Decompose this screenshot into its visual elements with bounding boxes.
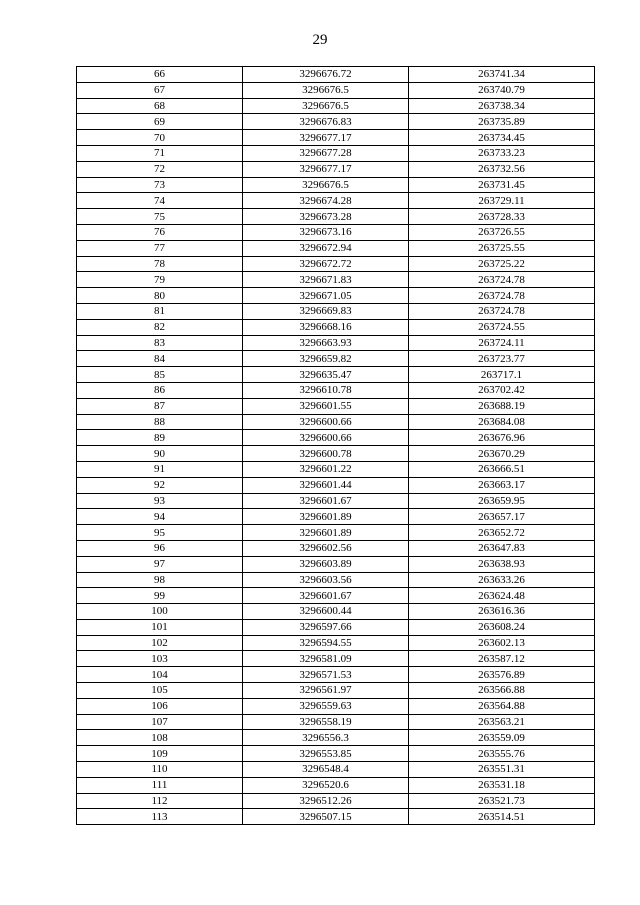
point-number-cell: 88: [77, 414, 243, 430]
table-row: [77, 82, 595, 98]
point-number-cell: 77: [77, 240, 243, 256]
table-row: [77, 493, 595, 509]
x-coordinate-cell: 3296600.44: [243, 604, 409, 620]
y-coordinate-cell: 263702.42: [409, 382, 595, 398]
y-coordinate-cell: 263602.13: [409, 635, 595, 651]
y-coordinate-cell: 263666.51: [409, 461, 595, 477]
table-row: [77, 588, 595, 604]
y-coordinate-cell: 263728.33: [409, 209, 595, 225]
x-coordinate-cell: 3296603.56: [243, 572, 409, 588]
table-row: [77, 714, 595, 730]
y-coordinate-cell: 263633.26: [409, 572, 595, 588]
y-coordinate-cell: 263717.1: [409, 367, 595, 383]
point-number-cell: 84: [77, 351, 243, 367]
table-row: [77, 272, 595, 288]
x-coordinate-cell: 3296610.78: [243, 382, 409, 398]
table-row: [77, 730, 595, 746]
y-coordinate-cell: 263670.29: [409, 446, 595, 462]
x-coordinate-cell: 3296556.3: [243, 730, 409, 746]
point-number-cell: 76: [77, 224, 243, 240]
point-number-cell: 104: [77, 667, 243, 683]
y-coordinate-cell: 263741.34: [409, 67, 595, 83]
point-number-cell: 106: [77, 698, 243, 714]
y-coordinate-cell: 263734.45: [409, 130, 595, 146]
table-row: [77, 367, 595, 383]
y-coordinate-cell: 263733.23: [409, 145, 595, 161]
x-coordinate-cell: 3296597.66: [243, 619, 409, 635]
y-coordinate-cell: 263616.36: [409, 604, 595, 620]
point-number-cell: 90: [77, 446, 243, 462]
table-row: [77, 604, 595, 620]
point-number-cell: 70: [77, 130, 243, 146]
table-row: [77, 777, 595, 793]
table-row: [77, 667, 595, 683]
x-coordinate-cell: 3296600.66: [243, 430, 409, 446]
x-coordinate-cell: 3296553.85: [243, 746, 409, 762]
table-row: [77, 698, 595, 714]
point-number-cell: 112: [77, 793, 243, 809]
table-row: [77, 98, 595, 114]
y-coordinate-cell: 263659.95: [409, 493, 595, 509]
x-coordinate-cell: 3296677.17: [243, 161, 409, 177]
x-coordinate-cell: 3296673.28: [243, 209, 409, 225]
x-coordinate-cell: 3296635.47: [243, 367, 409, 383]
y-coordinate-cell: 263738.34: [409, 98, 595, 114]
table-row: [77, 651, 595, 667]
y-coordinate-cell: 263676.96: [409, 430, 595, 446]
point-number-cell: 102: [77, 635, 243, 651]
x-coordinate-cell: 3296676.5: [243, 177, 409, 193]
point-number-cell: 97: [77, 556, 243, 572]
point-number-cell: 71: [77, 145, 243, 161]
x-coordinate-cell: 3296601.67: [243, 588, 409, 604]
table-row: [77, 809, 595, 825]
point-number-cell: 72: [77, 161, 243, 177]
point-number-cell: 68: [77, 98, 243, 114]
x-coordinate-cell: 3296663.93: [243, 335, 409, 351]
x-coordinate-cell: 3296558.19: [243, 714, 409, 730]
table-row: [77, 572, 595, 588]
y-coordinate-cell: 263566.88: [409, 683, 595, 699]
y-coordinate-cell: 263684.08: [409, 414, 595, 430]
table-row: [77, 240, 595, 256]
x-coordinate-cell: 3296668.16: [243, 319, 409, 335]
table-row: [77, 509, 595, 525]
x-coordinate-cell: 3296507.15: [243, 809, 409, 825]
table-row: [77, 762, 595, 778]
table-row: [77, 619, 595, 635]
x-coordinate-cell: 3296581.09: [243, 651, 409, 667]
x-coordinate-cell: 3296659.82: [243, 351, 409, 367]
point-number-cell: 80: [77, 288, 243, 304]
point-number-cell: 79: [77, 272, 243, 288]
table-row: [77, 209, 595, 225]
table-row: [77, 382, 595, 398]
x-coordinate-cell: 3296677.17: [243, 130, 409, 146]
y-coordinate-cell: 263559.09: [409, 730, 595, 746]
y-coordinate-cell: 263724.11: [409, 335, 595, 351]
x-coordinate-cell: 3296669.83: [243, 303, 409, 319]
y-coordinate-cell: 263724.78: [409, 303, 595, 319]
point-number-cell: 96: [77, 540, 243, 556]
point-number-cell: 89: [77, 430, 243, 446]
x-coordinate-cell: 3296603.89: [243, 556, 409, 572]
table-row: [77, 477, 595, 493]
y-coordinate-cell: 263551.31: [409, 762, 595, 778]
table-row: [77, 319, 595, 335]
page-number: 29: [312, 32, 328, 48]
y-coordinate-cell: 263663.17: [409, 477, 595, 493]
table-row: [77, 683, 595, 699]
x-coordinate-cell: 3296594.55: [243, 635, 409, 651]
table-row: [77, 67, 595, 83]
table-row: [77, 193, 595, 209]
y-coordinate-cell: 263555.76: [409, 746, 595, 762]
point-number-cell: 85: [77, 367, 243, 383]
point-number-cell: 91: [77, 461, 243, 477]
x-coordinate-cell: 3296601.89: [243, 509, 409, 525]
point-number-cell: 105: [77, 683, 243, 699]
point-number-cell: 109: [77, 746, 243, 762]
table-row: [77, 161, 595, 177]
x-coordinate-cell: 3296600.66: [243, 414, 409, 430]
y-coordinate-cell: 263724.78: [409, 288, 595, 304]
y-coordinate-cell: 263724.55: [409, 319, 595, 335]
y-coordinate-cell: 263563.21: [409, 714, 595, 730]
x-coordinate-cell: 3296571.53: [243, 667, 409, 683]
x-coordinate-cell: 3296520.6: [243, 777, 409, 793]
y-coordinate-cell: 263729.11: [409, 193, 595, 209]
x-coordinate-cell: 3296601.55: [243, 398, 409, 414]
table-row: [77, 793, 595, 809]
point-number-cell: 67: [77, 82, 243, 98]
y-coordinate-cell: 263652.72: [409, 525, 595, 541]
y-coordinate-cell: 263564.88: [409, 698, 595, 714]
x-coordinate-cell: 3296671.05: [243, 288, 409, 304]
table-row: [77, 351, 595, 367]
y-coordinate-cell: 263576.89: [409, 667, 595, 683]
x-coordinate-cell: 3296676.72: [243, 67, 409, 83]
table-row: [77, 635, 595, 651]
x-coordinate-cell: 3296672.72: [243, 256, 409, 272]
point-number-cell: 86: [77, 382, 243, 398]
point-number-cell: 99: [77, 588, 243, 604]
y-coordinate-cell: 263735.89: [409, 114, 595, 130]
x-coordinate-cell: 3296677.28: [243, 145, 409, 161]
point-number-cell: 78: [77, 256, 243, 272]
table-row: [77, 335, 595, 351]
table-row: [77, 430, 595, 446]
x-coordinate-cell: 3296676.5: [243, 82, 409, 98]
point-number-cell: 82: [77, 319, 243, 335]
y-coordinate-cell: 263587.12: [409, 651, 595, 667]
y-coordinate-cell: 263657.17: [409, 509, 595, 525]
point-number-cell: 103: [77, 651, 243, 667]
point-number-cell: 93: [77, 493, 243, 509]
table-row: [77, 398, 595, 414]
point-number-cell: 83: [77, 335, 243, 351]
table-row: [77, 303, 595, 319]
table-row: [77, 288, 595, 304]
table-row: [77, 130, 595, 146]
y-coordinate-cell: 263514.51: [409, 809, 595, 825]
x-coordinate-cell: 3296601.89: [243, 525, 409, 541]
point-number-cell: 108: [77, 730, 243, 746]
table-row: [77, 446, 595, 462]
x-coordinate-cell: 3296671.83: [243, 272, 409, 288]
table-row: [77, 145, 595, 161]
y-coordinate-cell: 263688.19: [409, 398, 595, 414]
x-coordinate-cell: 3296674.28: [243, 193, 409, 209]
x-coordinate-cell: 3296601.67: [243, 493, 409, 509]
coordinates-table: [76, 66, 595, 825]
table-row: [77, 525, 595, 541]
x-coordinate-cell: 3296601.22: [243, 461, 409, 477]
point-number-cell: 75: [77, 209, 243, 225]
point-number-cell: 98: [77, 572, 243, 588]
point-number-cell: 81: [77, 303, 243, 319]
x-coordinate-cell: 3296676.5: [243, 98, 409, 114]
table-row: [77, 540, 595, 556]
x-coordinate-cell: 3296676.83: [243, 114, 409, 130]
y-coordinate-cell: 263608.24: [409, 619, 595, 635]
point-number-cell: 73: [77, 177, 243, 193]
y-coordinate-cell: 263531.18: [409, 777, 595, 793]
y-coordinate-cell: 263726.55: [409, 224, 595, 240]
table-row: [77, 414, 595, 430]
table-row: [77, 114, 595, 130]
y-coordinate-cell: 263740.79: [409, 82, 595, 98]
y-coordinate-cell: 263521.73: [409, 793, 595, 809]
table-row: [77, 556, 595, 572]
y-coordinate-cell: 263731.45: [409, 177, 595, 193]
point-number-cell: 66: [77, 67, 243, 83]
y-coordinate-cell: 263638.93: [409, 556, 595, 572]
table-row: [77, 177, 595, 193]
table-row: [77, 746, 595, 762]
coordinates-table-body: [77, 67, 595, 825]
table-row: [77, 461, 595, 477]
x-coordinate-cell: 3296672.94: [243, 240, 409, 256]
x-coordinate-cell: 3296559.63: [243, 698, 409, 714]
y-coordinate-cell: 263732.56: [409, 161, 595, 177]
y-coordinate-cell: 263725.55: [409, 240, 595, 256]
point-number-cell: 74: [77, 193, 243, 209]
point-number-cell: 92: [77, 477, 243, 493]
point-number-cell: 110: [77, 762, 243, 778]
table-row: [77, 224, 595, 240]
point-number-cell: 94: [77, 509, 243, 525]
y-coordinate-cell: 263724.78: [409, 272, 595, 288]
point-number-cell: 69: [77, 114, 243, 130]
point-number-cell: 113: [77, 809, 243, 825]
table-row: [77, 256, 595, 272]
point-number-cell: 87: [77, 398, 243, 414]
x-coordinate-cell: 3296602.56: [243, 540, 409, 556]
point-number-cell: 111: [77, 777, 243, 793]
x-coordinate-cell: 3296600.78: [243, 446, 409, 462]
x-coordinate-cell: 3296601.44: [243, 477, 409, 493]
x-coordinate-cell: 3296673.16: [243, 224, 409, 240]
point-number-cell: 101: [77, 619, 243, 635]
x-coordinate-cell: 3296548.4: [243, 762, 409, 778]
y-coordinate-cell: 263723.77: [409, 351, 595, 367]
y-coordinate-cell: 263647.83: [409, 540, 595, 556]
x-coordinate-cell: 3296561.97: [243, 683, 409, 699]
y-coordinate-cell: 263725.22: [409, 256, 595, 272]
x-coordinate-cell: 3296512.26: [243, 793, 409, 809]
point-number-cell: 95: [77, 525, 243, 541]
point-number-cell: 107: [77, 714, 243, 730]
point-number-cell: 100: [77, 604, 243, 620]
y-coordinate-cell: 263624.48: [409, 588, 595, 604]
